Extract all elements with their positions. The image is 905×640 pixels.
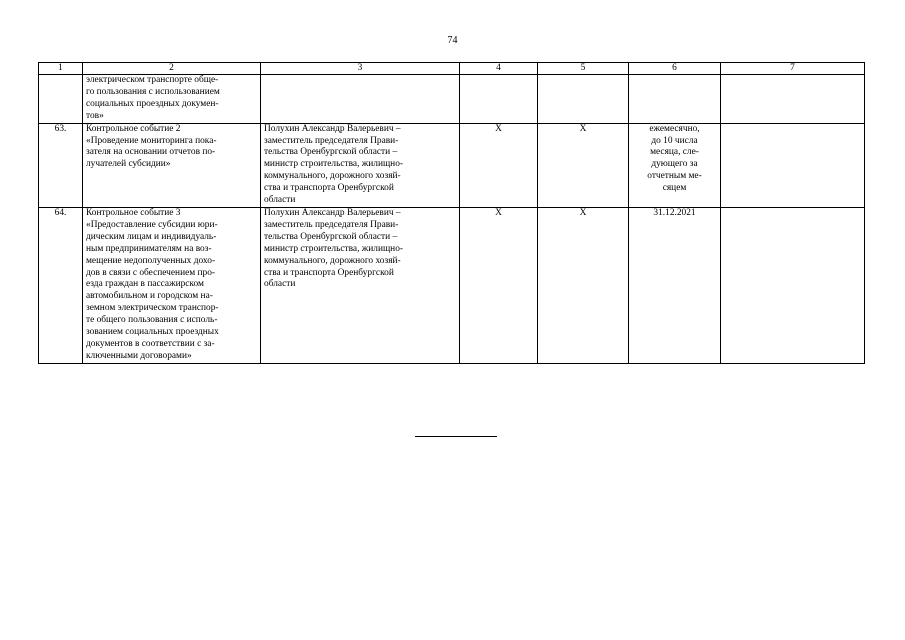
plan-table bbox=[38, 62, 865, 364]
cell-text-line: ключенными договорами» bbox=[86, 350, 192, 361]
header-row bbox=[39, 63, 865, 75]
cell-text-line: автомобильном и городском на- bbox=[86, 291, 213, 302]
cell-text-line: области bbox=[264, 195, 296, 206]
table-row bbox=[39, 207, 865, 363]
page-number: 74 bbox=[447, 35, 458, 46]
column-7-cell bbox=[721, 207, 865, 363]
deadline-cell bbox=[629, 207, 721, 363]
cell-text-line: тельства Оренбургской области – bbox=[264, 147, 398, 158]
cell-text-line: заместитель председателя Прави- bbox=[264, 135, 399, 146]
cell-text-line: коммунального, дорожного хозяй- bbox=[264, 171, 401, 182]
cell-text-line: до 10 числа bbox=[651, 135, 698, 146]
cell-text-line: го пользования с использованием bbox=[86, 86, 220, 97]
cell-text-line: ства и транспорта Оренбургской bbox=[264, 183, 394, 194]
cell-text-line: мещение недополученных дохо- bbox=[86, 255, 216, 266]
cell-text-line: лучателей субсидии» bbox=[86, 159, 171, 170]
cell-text-line: езда граждан в пассажирском bbox=[86, 279, 204, 290]
column-header-6: 6 bbox=[629, 63, 721, 75]
column-4-cell bbox=[460, 75, 538, 124]
cell-text-line: месяца, сле- bbox=[650, 147, 699, 158]
cell-text-line: «Предоставление субсидии юри- bbox=[86, 219, 218, 230]
cell-text-line: зованием социальных проездных bbox=[86, 327, 219, 338]
cell-text-line: тов» bbox=[86, 110, 104, 121]
column-7-cell bbox=[721, 123, 865, 207]
cell-text-line: тельства Оренбургской области – bbox=[264, 231, 398, 242]
cell-text-line: Контрольное событие 3 bbox=[86, 207, 181, 218]
cell-text-line: социальных проездных докумен- bbox=[86, 98, 219, 109]
cell-text-line: министр строительства, жилищно- bbox=[264, 159, 404, 170]
cell-text-line: сяцем bbox=[662, 183, 687, 194]
cell-text-line: области bbox=[264, 279, 296, 290]
column-header-4: 4 bbox=[460, 63, 538, 75]
cell-text-line: ежемесячно, bbox=[649, 123, 700, 134]
column-5-cell bbox=[538, 75, 629, 124]
cell-text-line: коммунального, дорожного хозяй- bbox=[264, 255, 401, 266]
cell-text-line: 31.12.2021 bbox=[653, 207, 696, 218]
responsible-cell bbox=[261, 207, 460, 363]
cell-text-line: Полухин Александр Валерьевич – bbox=[264, 207, 401, 218]
cell-text-line: дическим лицам и индивидуаль- bbox=[86, 231, 217, 242]
end-rule bbox=[415, 436, 497, 437]
cell-text-line: дующего за bbox=[651, 159, 698, 170]
cell-text-line: Полухин Александр Валерьевич – bbox=[264, 123, 401, 134]
column-header-7: 7 bbox=[721, 63, 865, 75]
cell-text-line: министр строительства, жилищно- bbox=[264, 243, 404, 254]
column-header-2: 2 bbox=[83, 63, 261, 75]
cell-text-line: земном электрическом транспор- bbox=[86, 303, 219, 314]
cell-text-line: дов в связи с обеспечением про- bbox=[86, 267, 216, 278]
column-4-cell: Х bbox=[460, 207, 538, 363]
responsible-cell bbox=[261, 123, 460, 207]
cell-text-line: ным предпринимателям на воз- bbox=[86, 243, 212, 254]
row-number-cell bbox=[39, 75, 83, 124]
column-header-3: 3 bbox=[261, 63, 460, 75]
column-7-cell bbox=[721, 75, 865, 124]
table-row bbox=[39, 75, 865, 124]
cell-text-line: ства и транспорта Оренбургской bbox=[264, 267, 394, 278]
cell-text-line: электрическом транспорте обще- bbox=[86, 75, 219, 85]
column-header-1: 1 bbox=[39, 63, 83, 75]
column-5-cell: Х bbox=[538, 123, 629, 207]
responsible-cell bbox=[261, 75, 460, 124]
row-number-cell: 64. bbox=[39, 207, 83, 363]
cell-text-line: заместитель председателя Прави- bbox=[264, 219, 399, 230]
event-cell bbox=[83, 123, 261, 207]
column-5-cell: Х bbox=[538, 207, 629, 363]
deadline-cell bbox=[629, 75, 721, 124]
cell-text-line: Контрольное событие 2 bbox=[86, 123, 181, 134]
event-cell bbox=[83, 207, 261, 363]
column-4-cell: Х bbox=[460, 123, 538, 207]
cell-text-line: зателя на основании отчетов по- bbox=[86, 147, 216, 158]
cell-text-line: те общего пользования с исполь- bbox=[86, 315, 218, 326]
table-row bbox=[39, 123, 865, 207]
cell-text-line: отчетным ме- bbox=[647, 171, 702, 182]
row-number-cell: 63. bbox=[39, 123, 83, 207]
cell-text-line: «Проведение мониторинга пока- bbox=[86, 135, 217, 146]
deadline-cell bbox=[629, 123, 721, 207]
cell-text-line: документов в соответствии с за- bbox=[86, 338, 215, 349]
event-cell bbox=[83, 75, 261, 124]
column-header-5: 5 bbox=[538, 63, 629, 75]
